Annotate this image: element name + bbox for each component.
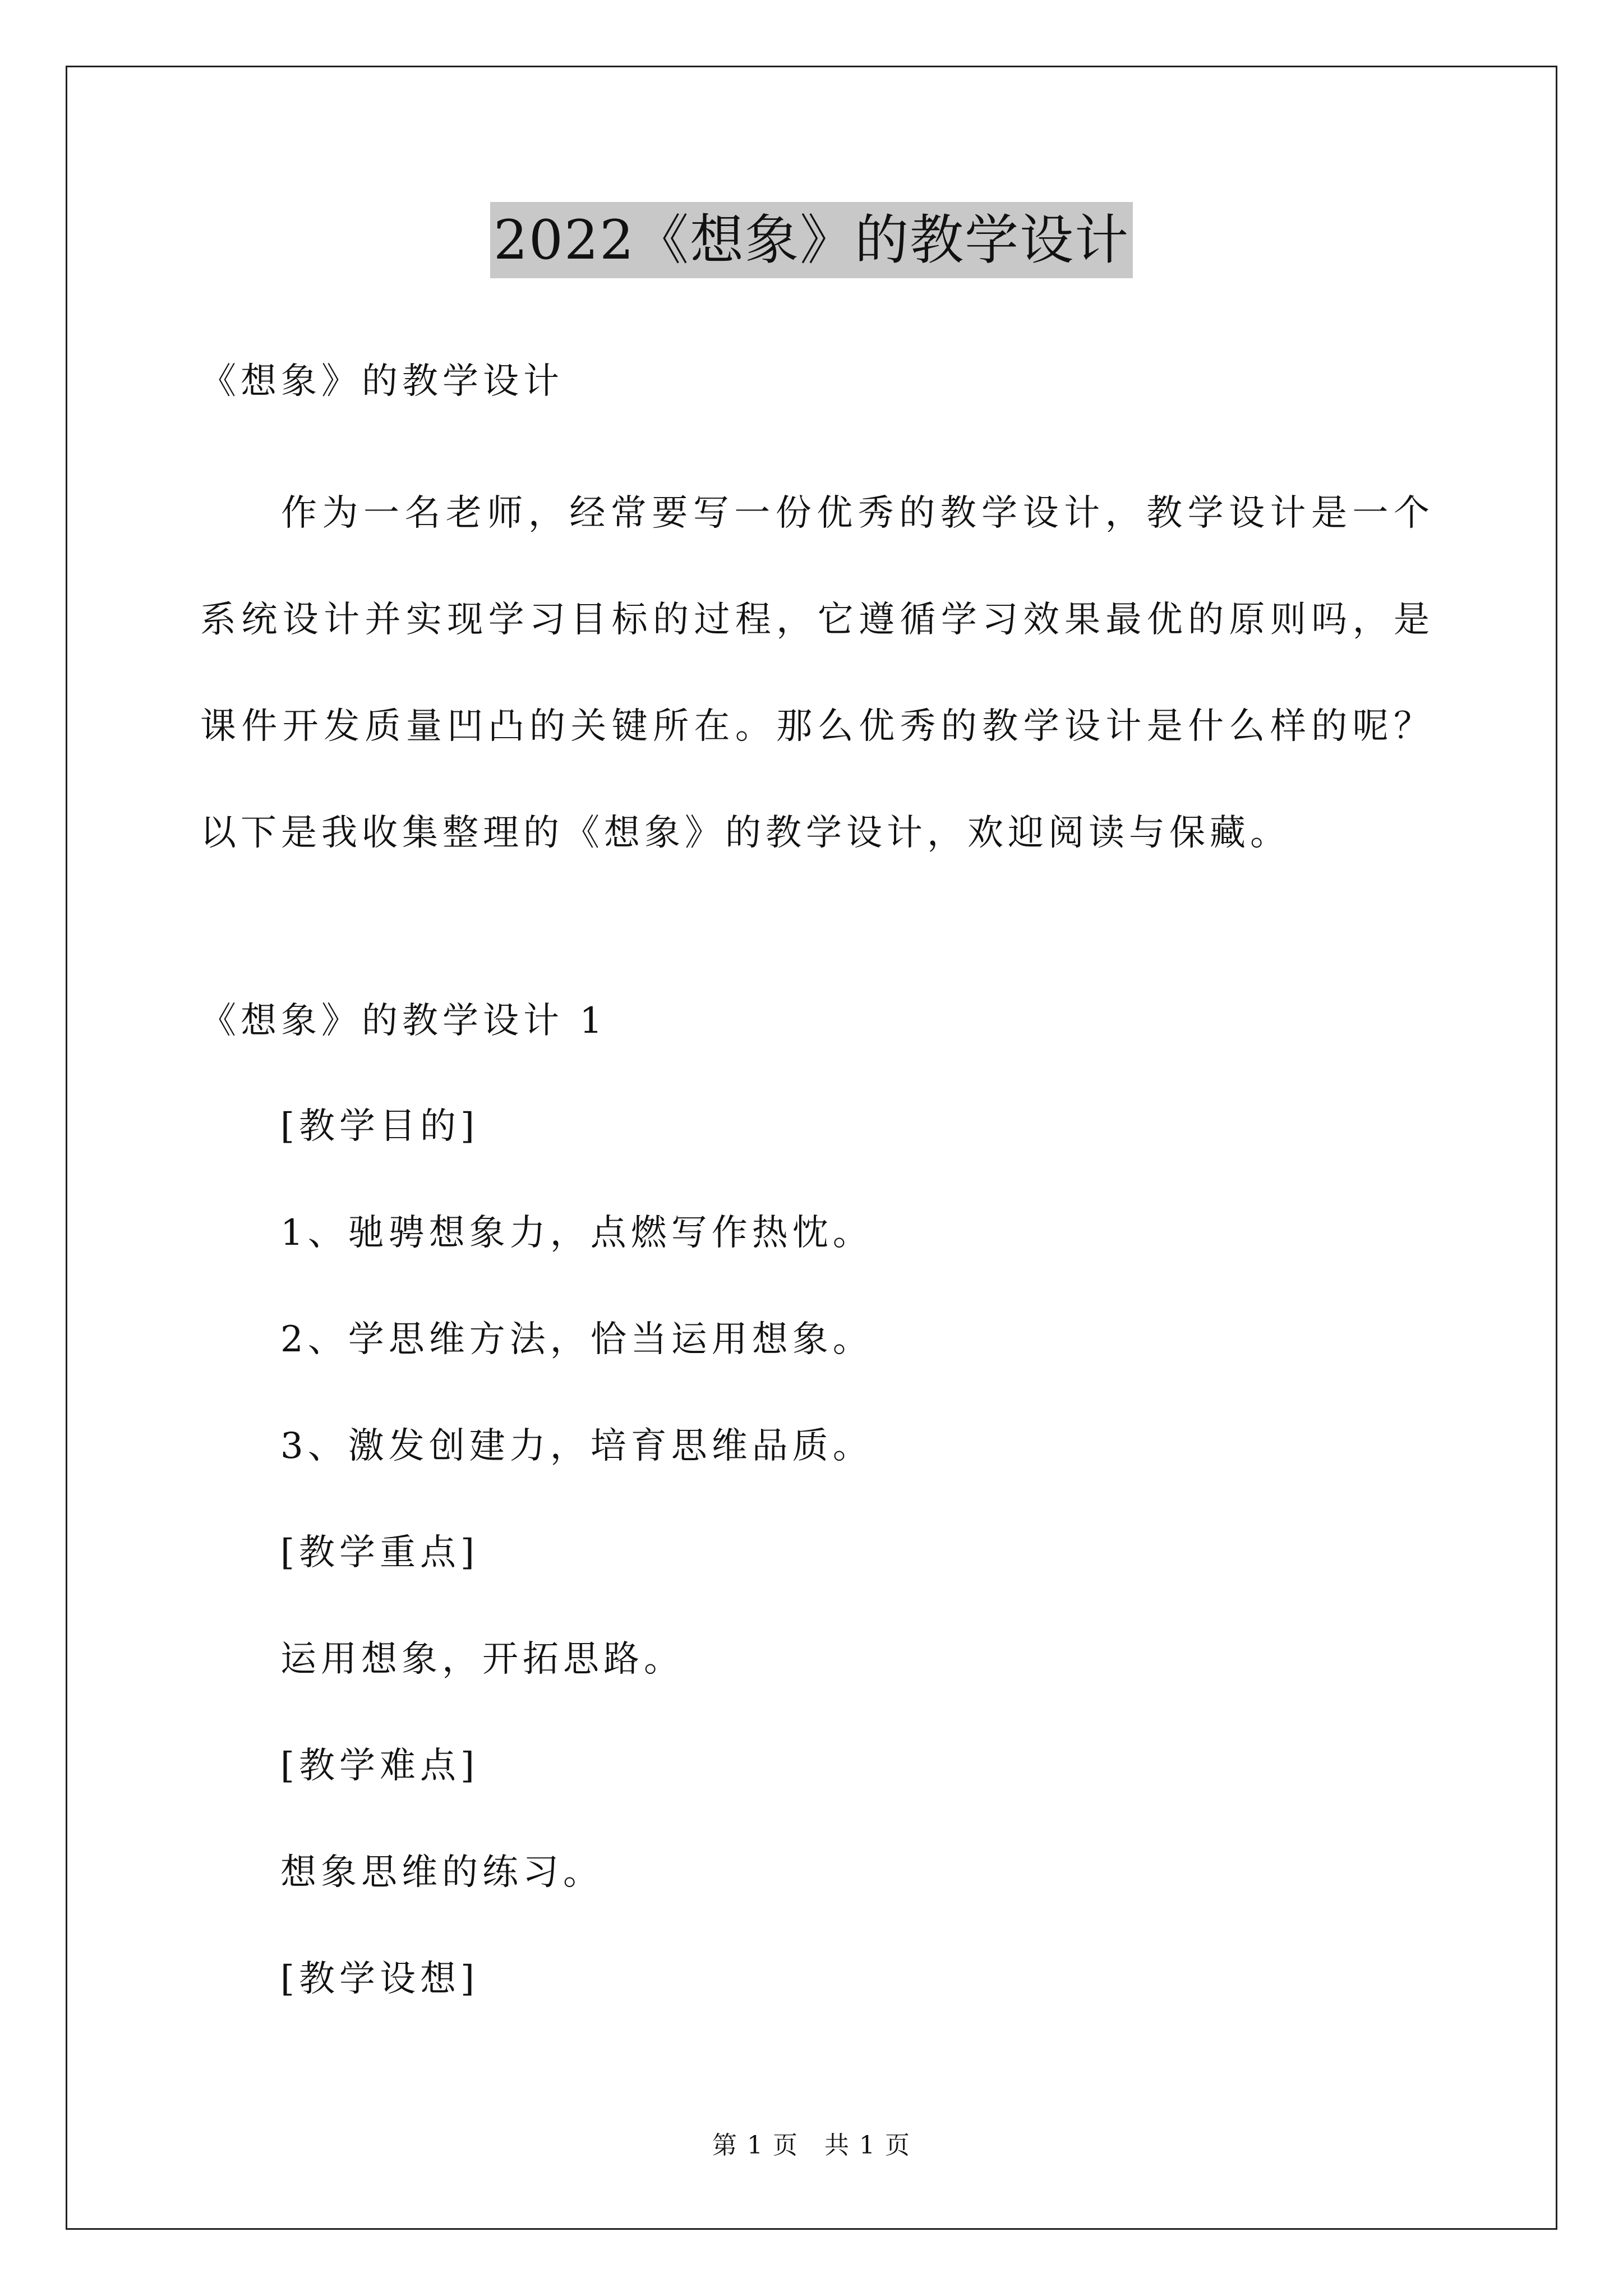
heading-teaching-plan: [教学设想] (280, 1958, 479, 2000)
intro-paragraph: 作为一名老师，经常要写一份优秀的教学设计，教学设计是一个系统设计并实现学习目标的过程，它遵循学习效果最优的原则吗，是课件开发质量凹凸的关键所在。那么优秀的教学设计是什么样的呢？以下是我收集整理的《想象》的教学设计，欢迎阅读与保藏。 (200, 493, 1434, 854)
heading-teaching-objectives: [教学目的] (280, 1106, 479, 1147)
section-heading: 《想象》的教学设计 1 (200, 1000, 607, 1042)
page-footer: 第 1 页 共 1 页 (712, 2131, 911, 2160)
objective-3: 3、激发创建力，培育思维品质。 (280, 1425, 873, 1467)
teaching-focus-text: 运用想象，开拓思路。 (280, 1639, 684, 1680)
heading-teaching-focus: [教学重点] (280, 1532, 479, 1573)
title-container (0, 202, 1623, 278)
teaching-difficulty-text: 想象思维的练习。 (280, 1852, 603, 1893)
document-subtitle: 《想象》的教学设计 (200, 361, 564, 402)
document-title: 2022《想象》的教学设计 (490, 202, 1133, 278)
objective-2: 2、学思维方法，恰当运用想象。 (280, 1319, 873, 1360)
objective-1: 1、驰骋想象力，点燃写作热忱。 (280, 1212, 873, 1254)
heading-teaching-difficulty: [教学难点] (280, 1745, 479, 1787)
